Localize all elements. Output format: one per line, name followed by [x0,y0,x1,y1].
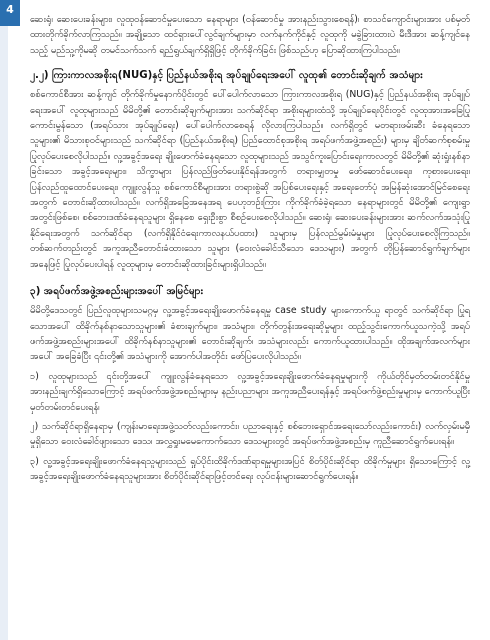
section-3-intro-paragraph: မိမိတို့ဒေသတွင် ပြည်လူထုများသမဂ္ဂမှ လူ့အခွင့်အရေးချိုးဖောက်ခံနေရမှု case study များကောက်ယူ ရာတွင် သက်ဆိုင်ရာ ပြုရသောအပေါ် ထိခိုက်နစ်နာသောသူများ၏ ခံစားချက်များ၊ အသံများ၊ တိုက်တွန်းအရေးဆိုမှုများ ထည့်သွင်းကောက်ယူသကဲ့သို့ အရပ်ဖက်အဖွဲ့အစည်းများအပေါ် ထိခိုက်နစ်နာသူများ၏ တောင်းဆိုချက်၊ အသံများလည်း ကောက်ယူထားပါသည်။ ထိုအချက်အလက်များအပေါ် အခြေခံပြီး ၎င်းတို့၏ အသံများကို အောက်ပါအတိုင်း ဖော်ပြပေးလိုပါသည်။ [30,305,470,363]
intro-paragraph: ဆေးရုံ၊ ဆေးပေးခန်းများ၊ လူထုဝန်ဆောင်မှုပေးသော နေရာများ (ဝန်ဆောင်မှု အားနည်းသွားစေရန်)၊ စာသင်ကျောင်းများအား ပစ်မှတ်ထားတိုက်ခိုက်လာကြသည်။ အချို့သော ထင်ရှားပေါ်လွင်ချက်များမှာ လက်နက်ကိုင်နှင့် လူထုကို မခွဲခြားထားပဲ မီးဒီအား ဆန့်ကျင်နေသည့် မည်သူ့ကိုမဆို တမင်သက်သက် ရည်ရွယ်ချက်ရှိရှိဖြင့် တိုက်ခိုက်ခြင်း ဖြစ်သည်ဟု ပြောဆိုထားကြပါသည်။ [30,14,470,56]
section-2-2-paragraph: စစ်ကောင်စီအား ဆန့်ကျင် တိုက်ခိုက်မှုနောက်ပိုင်းတွင် ပေါ်ပေါက်လာသော ကြားကာလအစိုးရ (NUG)နှင့် ပြည်နယ်အစိုးရ အုပ်ချုပ်ရေးအပေါ် လူထုများသည် မိမိတို့၏ တောင်းဆိုချက်များအား သက်ဆိုင်ရာ အစိုးရများထံသို့ အုပ်ချုပ်ရေးပိုင်းတွင် လူထုအားအခြေပြု ကောင်းမွန်သော (အရပ်သား အုပ်ချုပ်ရေး) ပေါ်ပေါက်လာစေရန် လိုလားကြပါသည်။ လက်ရှိတွင် မတရားဖမ်းဆီး ခံနေရသော သူများ၏ မိသားစုဝင်များသည် သက်ဆိုင်ရာ (ပြည်နယ်အစိုးရ) ပြည်ထောင်စုအစိုးရ အရပ်ဖက်အဖွဲ့အစည်း) များမှ ချိတ်ဆက်စုစမ်းမှု ပြုလုပ်ပေးစေလိုပါသည်။ လူ့အခွင့်အရေး ချိုးဖောက်ခံနေရသော လူထုများသည် အသွင်ကူးပြောင်းရေးကာလတွင် မိမိတို့၏ ဆုံးရှုံးနစ်နာခြင်းသော အခွင့်အရေးများ၊ သိက္ခာများ ပြန်လည်ဖြတ်ပေးနိုင်ရန်အတွက် တရားမျှတမှု ဖော်ဆောင်ပေးရေး၊ ကုစားပေးရေး၊ ပြန်လည်ထူထောင်ပေးရေး၊ ကျူးလွန်သူ စစ်ကောင်စီများအား တရားစွဲဆို အပြစ်ပေးရေးနှင့် အရေးတော်ပုံ အမြန်ဆုံးအောင်မြင်စေရေးအတွက် တောင်းဆိုထားပါသည်။ လက်ရှိအခြေအနေအရ ပေဟုဘဉ်းကြား ကိုက်ခိုက်ခံခဲ့ရသော နေရာများတွင် မိမိတို့၏ ကျေးရွာအတွင်းဖြစ်စေ၊ စစ်ဘေးဒဏ်ခံနေရသူများ ရှိနေစေ ရှေးဦးစွာ စီစဉ်ပေးစေလိုပါသည်။ ဆေးရုံ၊ ဆေးပေးခန်းများအား ဆက်လက်အသုံးပြုနိုင်ရေးအတွက် သက်ဆိုင်ရာ (လက်ရှိနိုင်ငံရေးကာလနယ်ပထား) သူများမှ ပြန်လည်မွမ်းမံမှုများ ပြုလုပ်ပေးစေလိုကြသည်။ တစ်ဆက်တည်းတွင် အကူအညီတောင်းခံထားသော သူများ (ဝေးလံခေါင်သီသော ဒေသများ) အတွက် တိုပြန်ဆောင်ရွက်ချက်များအနေဖြင့် ပြုလုပ်ပေးပါရန် လူထုများမှ တောင်းဆိုထားခြင်းများရှိပါသည်။ [30,89,470,270]
page-accent-rule [0,0,8,640]
document-body [30,12,470,489]
list-item: ၂) သက်ဆိုင်ရာရှိနေရာမှ (ကျန်းမာရေးအဖွဲ့သတ်လည်းကောင်း၊ ပညာရေးနှင့် စစ်ဘေးရှောင်အရေးသော်လည်းကောင်း) လက်လှမ်းမမှီမှုရှိသော ဝေးလံခေါင်ဖျားသော ဒေသ၊ အလွှရှုးမမေကောက်သော ဒေသများတွင် အရပ်ဖက်အဖွဲ့အစည်းမှ ကူညီဆောင်ရွက်ပေးရန်။ [30,420,470,448]
section-2-2-heading: ၂.၂) ကြားကာလအစိုးရ(NUG)နှင့် ပြည်နယ်အစိုးရ အုပ်ချုပ်ရေးအပေါ် လူထု၏ တောင်းဆိုချက် အသံများ [30,70,423,82]
list-item: ၁) လူထုများသည် ၎င်းတို့အပေါ် ကျူးလွန်ခံနေရသော လူ့အခွင့်အရေးချိုးဖောက်ခံနေရမှုများကို ကိုယ်တိုင်မှတ်တမ်းတင်နိုင်မှုအားနည်းချက်ရှိသောကြောင့် အရပ်ဖက်အဖွဲ့အစည်းများမှ နည်းပညာများ အကူအညီပေးရန်နှင့် အရပ်ဖက်ဖွဲ့စည်းမှုများမှ ကောက်ယူပြီး မှတ်တမ်းတင်ပေးရန်၊ [30,370,470,413]
section-3-heading: ၃) အရပ်ဖက်အဖွဲ့အစည်းများအပေါ် အမြင်များ [30,286,204,298]
list-item: ၃) လူ့အခွင့်အရေးချိုးဖောက်ခံနေရသူများသည် ရှုပ်ပိုင်းထိခိုက်ဒဏ်ရာရမှုများအပြင် စိတ်ပိုင်းဆိုင်ရာ ထိခိုက်မှုများ ရှိသောကြောင့် လူ့အခွင့်အရေးချိုးဖောက်ခံနေရသူများအား စိတ်ပိုင်းဆိုင်ရာဖြင့်တင်ရေး လုပ်ငန်းများဆောင်ရွက်ပေးရန်။ [30,455,470,483]
page-number: 4 [6,2,14,16]
